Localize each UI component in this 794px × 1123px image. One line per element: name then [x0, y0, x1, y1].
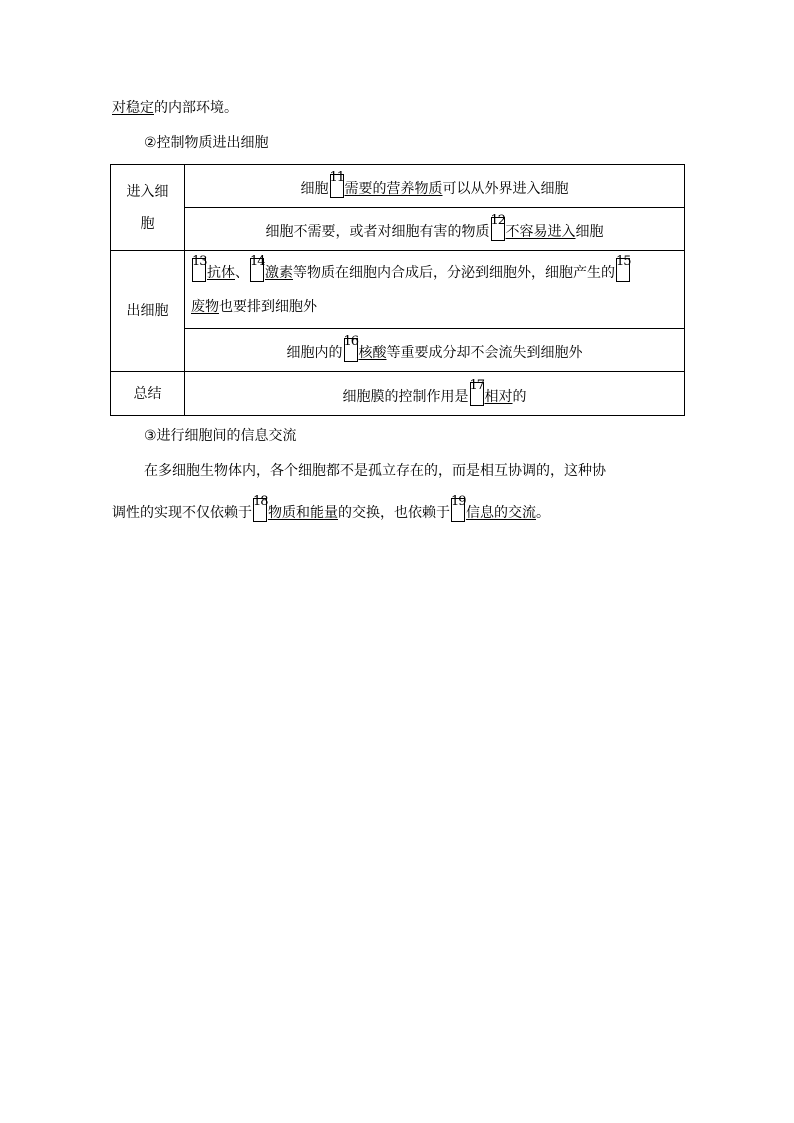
- table-cell: 细胞 11 需要的营养物质可以从外界进入细胞: [185, 165, 685, 208]
- table-cell: 细胞不需要，或者对细胞有害的物质 12 不容易进入细胞: [185, 208, 685, 251]
- answer-text: 物质和能量: [268, 505, 338, 521]
- answer-blank-box: 12: [491, 217, 505, 241]
- table-cell: 细胞膜的控制作用是 17 相对的: [185, 372, 685, 416]
- answer-text: 废物: [191, 298, 219, 315]
- answer-text: 激素: [265, 264, 293, 281]
- table-cell: 细胞内的 16 核酸等重要成分却不会流失到细胞外: [185, 329, 685, 372]
- answer-text: 抗体: [207, 264, 235, 281]
- underlined-answer: 对稳定: [112, 100, 154, 116]
- answer-text: 不容易进入: [505, 224, 576, 240]
- row-label-enter: 进入细 胞: [111, 165, 185, 251]
- answer-blank-box: 18: [253, 498, 267, 522]
- top-line: [112, 98, 238, 118]
- table-cell: 13 抗体、 14 激素等物质在细胞内合成后，分泌到细胞外，细胞产生的 15 废物也要排到细胞外: [185, 251, 685, 329]
- row-label-exit: 出细胞: [111, 251, 185, 372]
- text: 的内部环境。: [154, 100, 238, 116]
- answer-blank-box: 19: [451, 498, 465, 522]
- row-label-summary: 总结: [111, 372, 185, 416]
- paragraph-line-1: 在多细胞生物体内，各个细胞都不是孤立存在的，而是相互协调的，这种协: [144, 463, 606, 479]
- answer-blank-box: 15: [616, 258, 630, 282]
- section-heading-3: ③进行细胞间的信息交流: [144, 428, 297, 444]
- answer-blank-box: 14: [250, 258, 264, 282]
- transport-table: [110, 164, 685, 416]
- section-heading-2: ②控制物质进出细胞: [144, 135, 269, 151]
- answer-text: 核酸: [358, 345, 387, 361]
- answer-blank-box: 13: [192, 258, 206, 282]
- answer-text: 信息的交流: [466, 505, 536, 521]
- answer-blank-box: 11: [330, 174, 344, 198]
- answer-blank-box: 16: [344, 338, 358, 362]
- paragraph-line-2: 调性的实现不仅依赖于 18 物质和能量的交换，也依赖于 19 信息的交流。: [112, 494, 550, 521]
- answer-text: 需要的营养物质: [344, 181, 443, 197]
- answer-text: 相对: [484, 388, 513, 405]
- answer-blank-box: 17: [470, 382, 484, 406]
